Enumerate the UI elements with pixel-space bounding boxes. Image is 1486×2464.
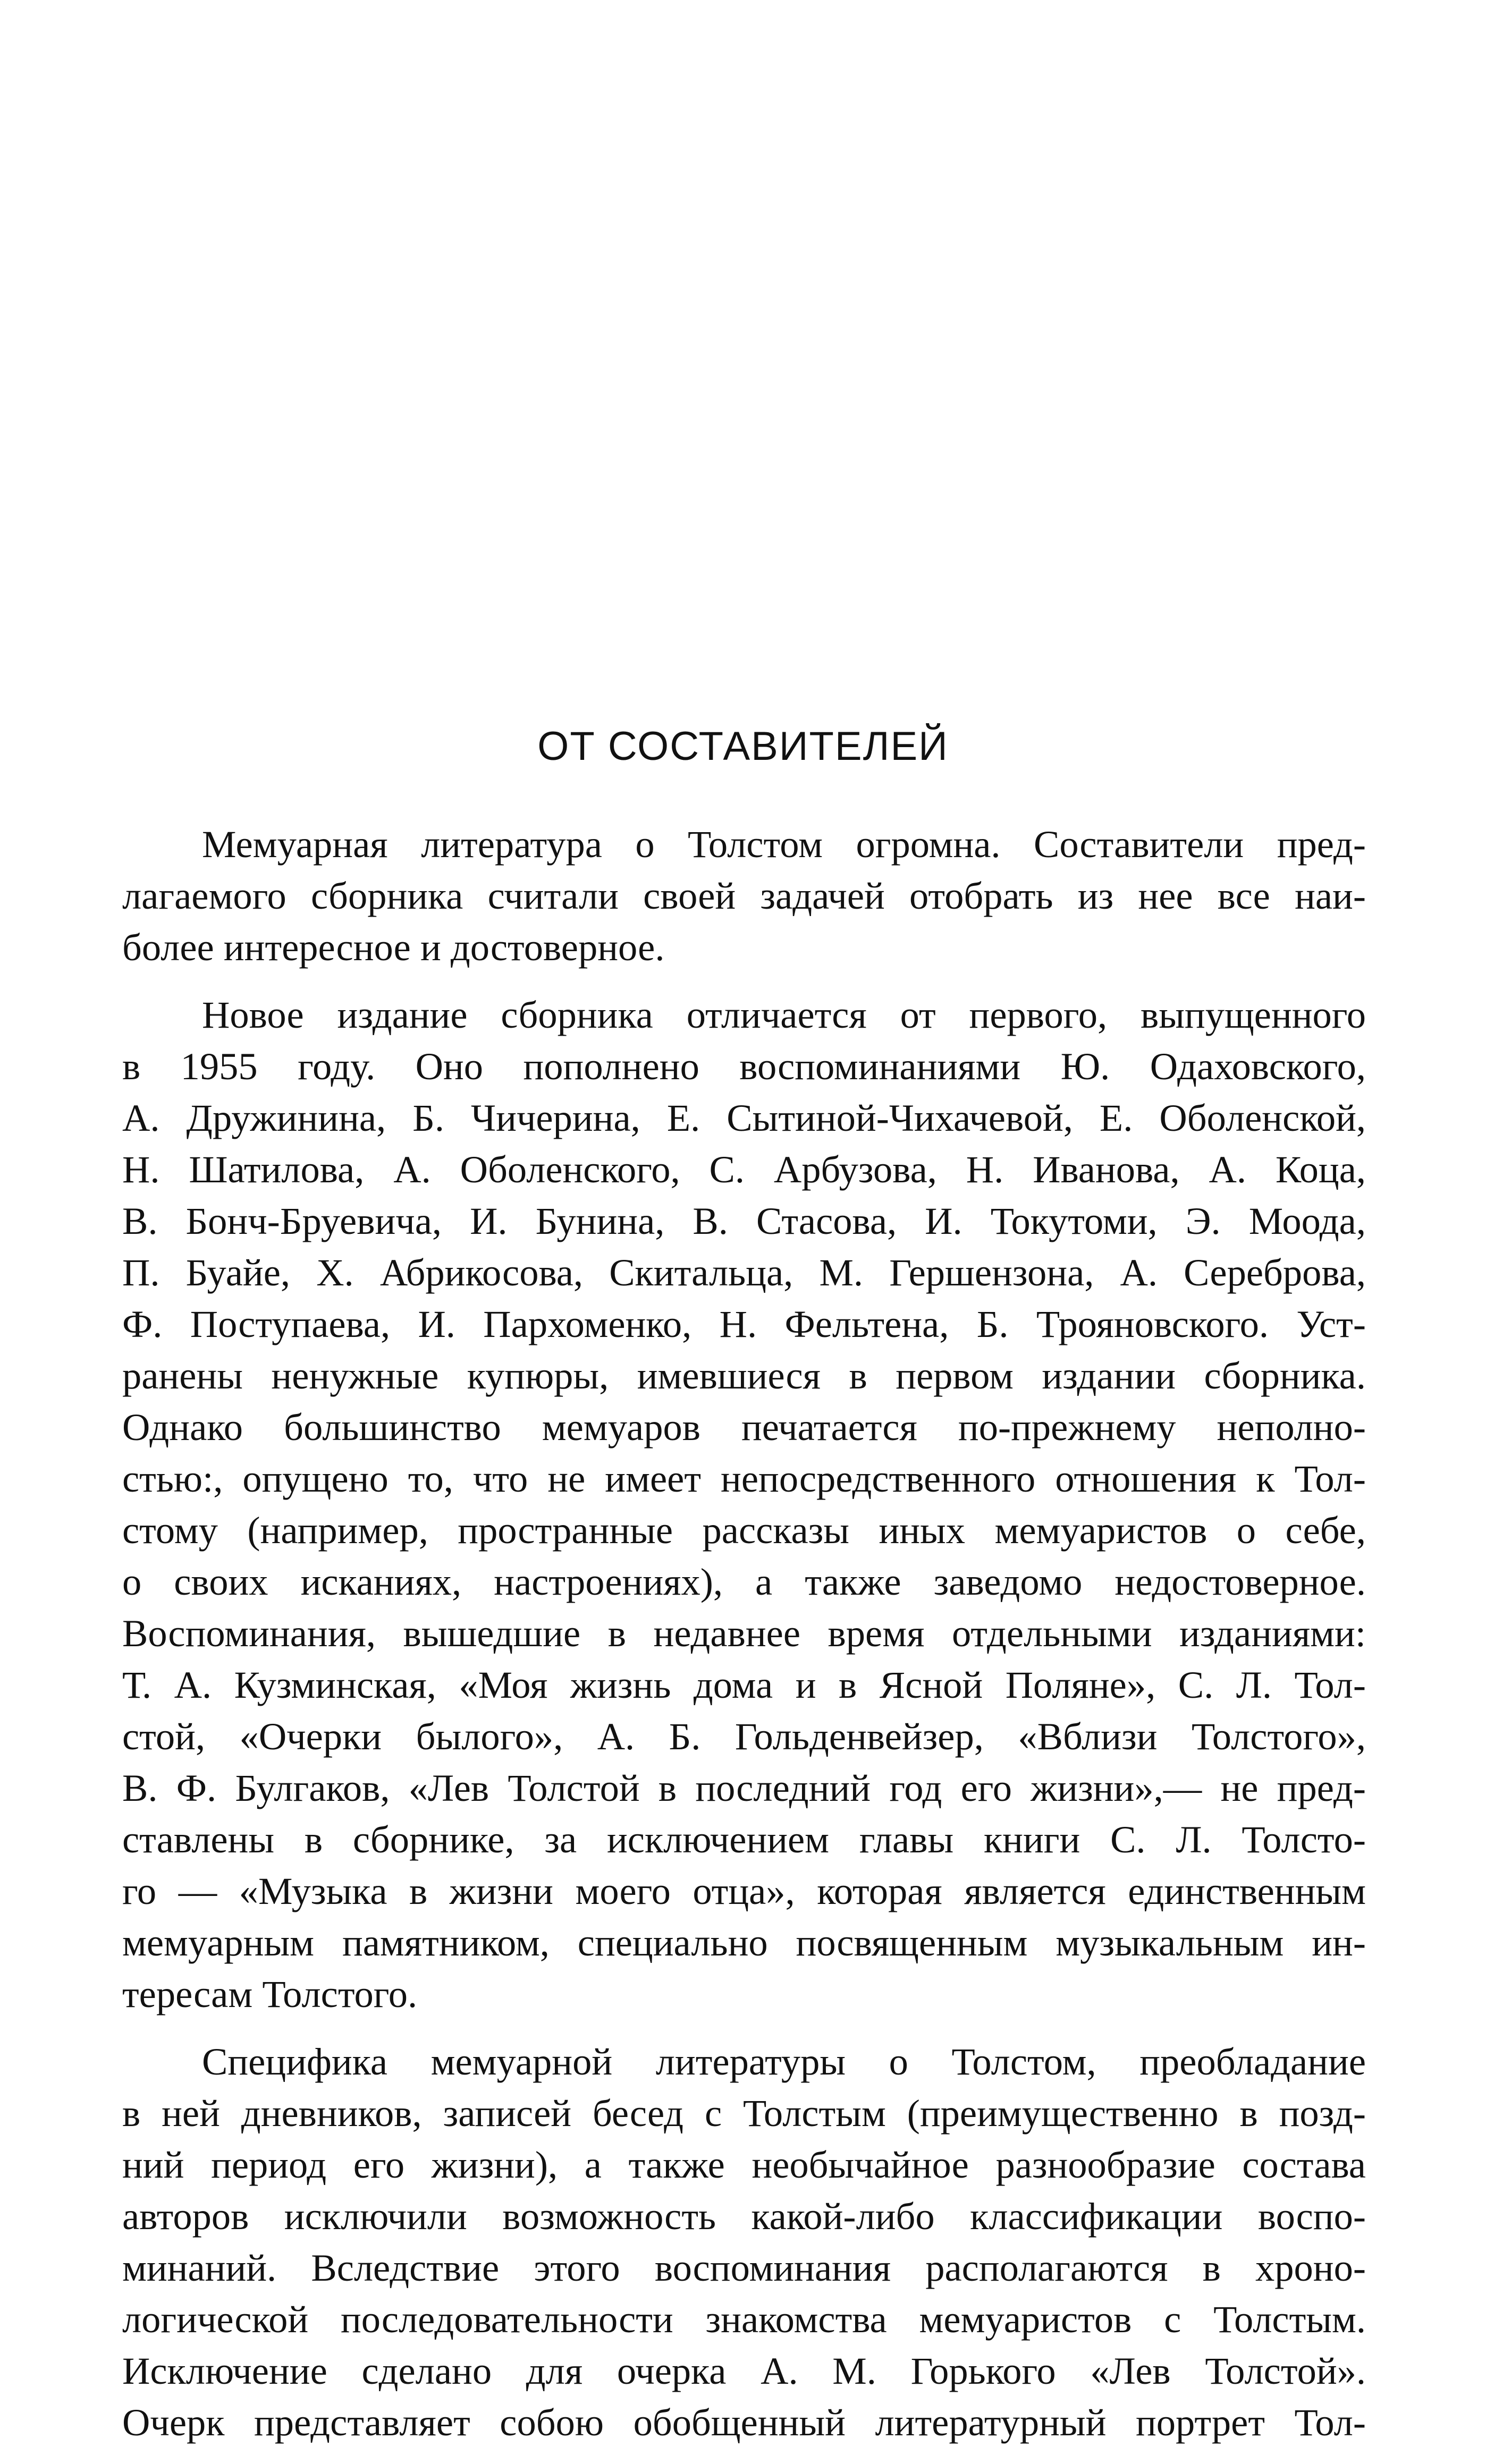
- text-line: авторов исключили возможность какой-либо классификации воспо-: [122, 2195, 1366, 2238]
- text-line: Специфика мемуарной литературы о Толстом, преобладание: [202, 2040, 1366, 2083]
- paragraph-2: [122, 989, 1366, 2020]
- text-line: Очерк представляет собою обобщенный литературный портрет Тол-: [122, 2401, 1366, 2444]
- text-line: ний период его жизни), а также необычайное разнообразие состава: [122, 2143, 1366, 2186]
- text-line: минаний. Вследствие этого воспоминания располагаются в хроно-: [122, 2246, 1366, 2289]
- text-line: в 1955 году. Оно пополнено воспоминаниями Ю. Одаховского,: [122, 1045, 1366, 1088]
- text-line: мемуарным памятником, специально посвященным музыкальным ин-: [122, 1921, 1366, 1964]
- text-line: стому (например, пространные рассказы иных мемуаристов о себе,: [122, 1509, 1366, 1552]
- text-line: в ней дневников, записей бесед с Толстым (преимущественно в позд-: [122, 2092, 1366, 2135]
- text-line: Мемуарная литература о Толстом огромна. Составители пред-: [202, 823, 1366, 866]
- text-line: ставлены в сборнике, за исключением главы книги С. Л. Толсто-: [122, 1818, 1366, 1861]
- text-line: стой, «Очерки былого», А. Б. Гольденвейзер, «Вблизи Толстого»,: [122, 1715, 1366, 1758]
- text-line: го — «Музыка в жизни моего отца», которая является единственным: [122, 1869, 1366, 1912]
- text-line: Однако большинство мемуаров печатается по-прежнему неполно-: [122, 1405, 1366, 1449]
- text-line: В. Бонч-Бруевича, И. Бунина, В. Стасова, И. Токутоми, Э. Моода,: [122, 1199, 1366, 1242]
- text-line: о своих исканиях, настроениях), а также заведомо недостоверное.: [122, 1560, 1366, 1603]
- paragraph-1: [122, 818, 1366, 973]
- text-line: Т. А. Кузминская, «Моя жизнь дома и в Ясной Поляне», С. Л. Тол-: [122, 1663, 1366, 1706]
- section-title: ОТ СОСТАВИТЕЛЕЙ: [537, 724, 949, 769]
- body-text: [122, 818, 1366, 2464]
- text-line: лагаемого сборника считали своей задачей отобрать из нее все наи-: [122, 874, 1366, 917]
- text-line: более интересное и достоверное.: [122, 926, 665, 969]
- text-line: Н. Шатилова, А. Оболенского, С. Арбузова, Н. Иванова, А. Коца,: [122, 1148, 1366, 1191]
- text-line: П. Буайе, Х. Абрикосова, Скитальца, М. Гершензона, А. Сереброва,: [122, 1251, 1366, 1294]
- paragraph-3: [122, 2036, 1366, 2448]
- text-line: Исключение сделано для очерка А. М. Горького «Лев Толстой».: [122, 2349, 1366, 2392]
- text-line: В. Ф. Булгаков, «Лев Толстой в последний год его жизни»,— не пред-: [122, 1766, 1366, 1809]
- text-line: логической последовательности знакомства мемуаристов с Толстым.: [122, 2298, 1366, 2341]
- text-line: тересам Толстого.: [122, 1972, 418, 2016]
- text-line: Воспоминания, вышедшие в недавнее время отдельными изданиями:: [122, 1612, 1366, 1655]
- text-line: стью:, опущено то, что не имеет непосредственного отношения к Тол-: [122, 1457, 1366, 1500]
- text-line: А. Дружинина, Б. Чичерина, Е. Сытиной-Чихачевой, Е. Оболенской,: [122, 1096, 1366, 1139]
- text-line: ранены ненужные купюры, имевшиеся в первом издании сборника.: [122, 1354, 1366, 1397]
- text-line: Новое издание сборника отличается от первого, выпущенного: [202, 993, 1366, 1036]
- text-line: Ф. Поступаева, И. Пархоменко, Н. Фельтена, Б. Трояновского. Уст-: [122, 1302, 1366, 1345]
